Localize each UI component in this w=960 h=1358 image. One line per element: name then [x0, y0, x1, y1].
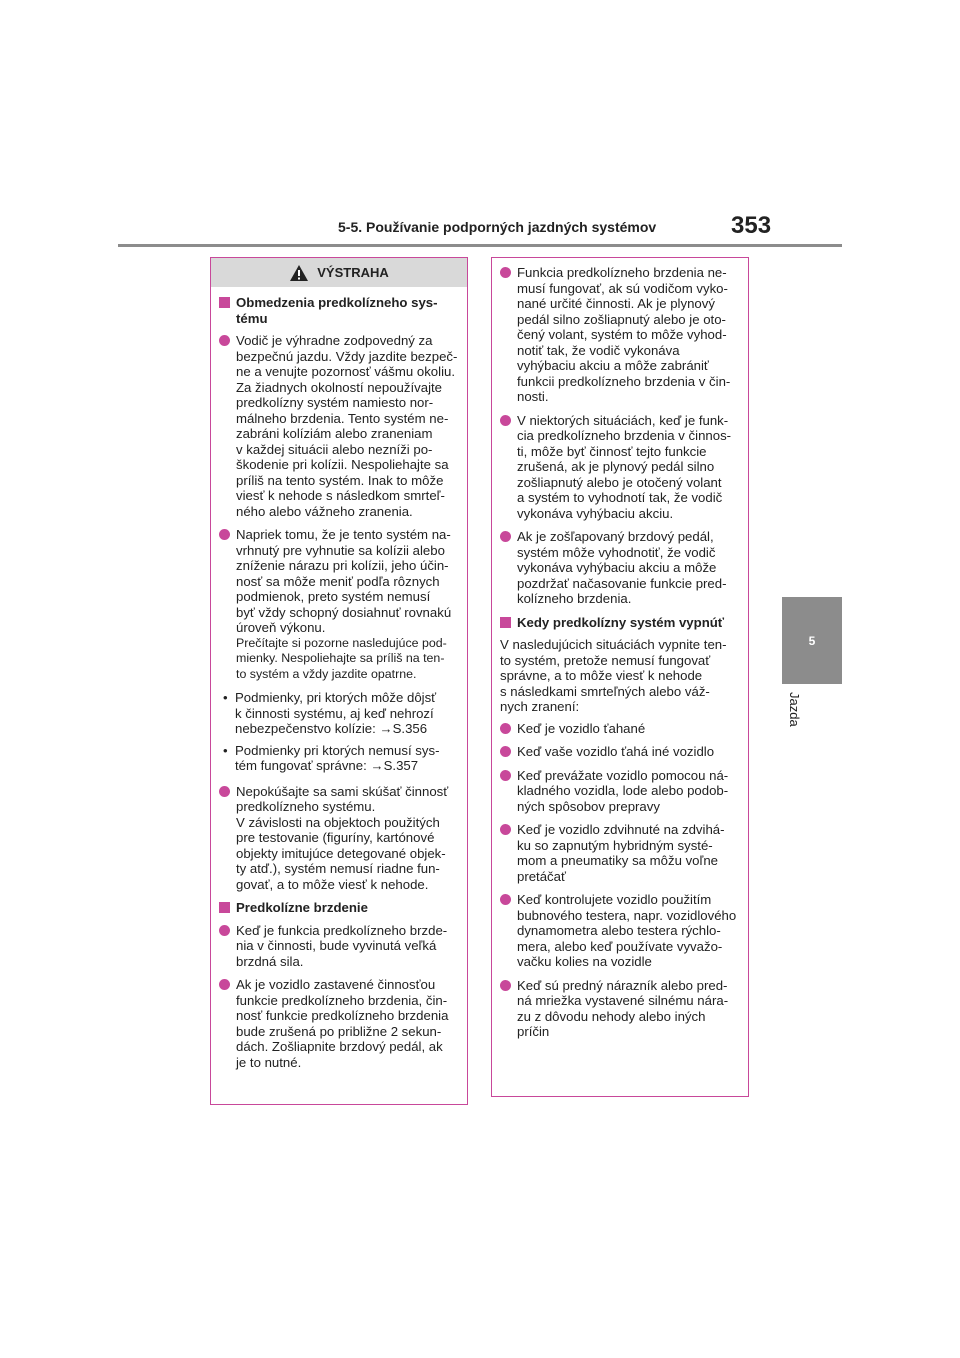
- text-line: ty atď.), systém nemusí riadne fun-: [236, 861, 440, 876]
- text-line: ného alebo vážneho zranenia.: [236, 503, 413, 519]
- text-line: ti, môže byť činnosť tejto funkcie: [517, 443, 707, 459]
- text-block: [235, 743, 459, 774]
- text-line: pedál silno zošliapnutý alebo je oto-: [517, 311, 726, 327]
- bullet-dot-icon: [219, 335, 230, 346]
- text-block: [517, 892, 740, 970]
- text-line: pozdržať načasovanie funkcie pred-: [517, 575, 727, 591]
- chapter-label: Jazda: [787, 692, 802, 727]
- text-line: príčin: [517, 1024, 550, 1039]
- text-block: [517, 721, 740, 737]
- text-line: viesť k nehode s následkom smrteľ-: [236, 488, 445, 503]
- text-line: systém môže vyhodnotiť, že vodič: [517, 544, 716, 560]
- text-line: čený volant, systém to môže vyhod-: [517, 327, 727, 342]
- text-block: [235, 690, 459, 737]
- text-line: Ak je vozidlo zastavené činnosťou: [236, 977, 436, 992]
- text-line: Nepokúšajte sa sami skúšať činnosť: [236, 783, 449, 799]
- text-block: [517, 529, 740, 607]
- heading-braking: [219, 900, 459, 916]
- text-line: Kedy predkolízny systém vypnúť: [517, 614, 725, 630]
- text-line: Obmedzenia predkolízneho sys-: [236, 295, 438, 310]
- bullet-dot-icon: [500, 267, 511, 278]
- text-line: Prečítajte si pozorne nasledujúce pod-: [236, 635, 447, 650]
- text-line: ne a venujte pozornosť vášmu okoliu.: [236, 364, 456, 379]
- text-line: Ak je zošľapovaný brzdový pedál,: [517, 529, 714, 544]
- text-line: objekty imitujúce detegované objek-: [236, 845, 446, 861]
- sub-bullet-icon: •: [223, 690, 228, 705]
- text-line: Keď kontrolujete vozidlo použitím: [517, 892, 712, 907]
- text-block: [236, 636, 459, 683]
- bullet-item: [500, 768, 740, 815]
- text-line: Keď je vozidlo ťahané: [517, 720, 646, 736]
- bullet-dot-icon: [219, 529, 230, 540]
- text-line: kladného vozidla, lode alebo podob-: [517, 783, 729, 798]
- bullet-item: [500, 892, 740, 970]
- text-line: škodenie pri kolízii. Nespoliehajte sa: [236, 457, 449, 472]
- text-line: bubnového testera, napr. vozidlového: [517, 907, 737, 923]
- bullet-item: [500, 265, 740, 405]
- text-line: govať, a to môže viesť k nehode.: [236, 876, 429, 892]
- bullet-dot-icon: [500, 531, 511, 542]
- bullet-dot-icon: [500, 824, 511, 835]
- text-line: mera, alebo keď používate vyvažo-: [517, 938, 723, 954]
- text-line: V závislosti na objektoch použitých: [236, 814, 440, 830]
- warning-header: [211, 258, 467, 287]
- text-block: [517, 265, 740, 405]
- text-line: to systém a vždy jazdite opatrne.: [236, 666, 417, 681]
- text-block: [517, 413, 740, 522]
- bullet-dot-icon: [500, 415, 511, 426]
- bullet-item: [219, 977, 459, 1070]
- text-line: Predkolízne brzdenie: [236, 900, 368, 915]
- bullet-dot-icon: [219, 786, 230, 797]
- text-line: v každej situácii alebo nezníži po-: [236, 441, 433, 457]
- bullet-item: [500, 529, 740, 607]
- text-line: pretáčať: [517, 868, 566, 884]
- text-line: nosti.: [517, 389, 549, 404]
- text-line: ných spôsobov prepravy: [517, 798, 660, 814]
- text-line: mienky. Nespoliehajte sa príliš na ten-: [236, 651, 445, 665]
- text-block: [236, 295, 459, 326]
- text-line: vrhnutý pre vyhnutie sa kolízii alebo: [236, 542, 445, 558]
- header-rule: [118, 244, 842, 247]
- text-line: je to nutné.: [236, 1054, 302, 1070]
- bullet-dot-icon: [500, 746, 511, 757]
- text-line: nosť funkcie predkolízneho brzdenia: [236, 1008, 449, 1023]
- page-number: 353: [731, 212, 772, 239]
- chapter-number: 5: [808, 633, 816, 648]
- text-line: to systém, pretože nemusí fungovať: [500, 652, 711, 668]
- text-line: zníženie nárazu pri kolízii, jeho účin-: [236, 558, 449, 573]
- text-block: [517, 768, 740, 815]
- text-line: k činnosti systému, aj keď nehrozí: [235, 705, 434, 721]
- square-bullet-icon: [219, 902, 230, 913]
- section-title: 5-5. Používanie podporných jazdných systémov: [338, 219, 657, 235]
- text-line: funkcii predkolízneho brzdenia v čin-: [517, 373, 731, 389]
- text-line: Vodič je výhradne zodpovedný za: [236, 333, 433, 348]
- text-line: nych zranení:: [500, 699, 580, 714]
- text-line: byť vždy schopný dosiahnuť rovnakú: [236, 604, 452, 620]
- continued-content: [492, 258, 748, 1040]
- text-line: Funkcia predkolízneho brzdenia ne-: [517, 265, 727, 280]
- square-bullet-icon: [500, 617, 511, 628]
- bullet-dot-icon: [219, 925, 230, 936]
- text-line: Keď vaše vozidlo ťahá iné vozidlo: [517, 744, 715, 759]
- text-line: s následkami smrteľných alebo váž-: [500, 683, 710, 699]
- bullet-dot-icon: [500, 723, 511, 734]
- text-line: vačku kolies na vozidle: [517, 954, 652, 969]
- text-line: málneho brzdenia. Tento systém ne-: [236, 410, 449, 426]
- text-line: kolízneho brzdenia.: [517, 591, 632, 606]
- warning-triangle-icon: [289, 264, 309, 282]
- text-block: [236, 977, 459, 1070]
- text-line: cia predkolízneho brzdenia v činnos-: [517, 428, 732, 443]
- bullet-dot-icon: [500, 894, 511, 905]
- text-line: Keď sú predný nárazník alebo pred-: [517, 977, 728, 993]
- text-line: dynamometra alebo testera rýchlo-: [517, 923, 721, 938]
- text-line: Podmienky, pri ktorých môže dôjsť: [235, 690, 437, 705]
- text-line: ku so zapnutým hybridným systé-: [517, 837, 713, 853]
- text-line: nia v činnosti, bude vyvinutá veľká: [236, 938, 437, 953]
- text-line: pre testovanie (figuríny, kartónové: [236, 830, 435, 845]
- text-line: tému: [236, 310, 268, 326]
- bullet-item: [219, 333, 459, 519]
- sub-item: [219, 690, 459, 737]
- text-block: [236, 923, 459, 970]
- sub-bullet-icon: •: [223, 742, 228, 758]
- text-line: Keď je vozidlo zdvihnuté na zdvihá-: [517, 822, 725, 837]
- text-line: predkolízneho systému.: [236, 799, 376, 814]
- square-bullet-icon: [219, 297, 230, 308]
- text-line: nané určité činnosti. Ak je plynový: [517, 296, 715, 311]
- text-line: Keď prevážate vozidlo pomocou ná-: [517, 767, 729, 783]
- text-line: Keď je funkcia predkolízneho brzde-: [236, 922, 448, 938]
- text-line: správne, a to môže viesť k nehode: [500, 668, 703, 683]
- text-block: [236, 527, 459, 636]
- bullet-item: [219, 527, 459, 682]
- text-line: V niektorých situáciách, keď je funk-: [517, 412, 729, 428]
- text-line: tém fungovať správne: →S.357: [235, 758, 419, 773]
- warning-title: VÝSTRAHA: [317, 265, 389, 280]
- text-line: predkolízny systém namiesto nor-: [236, 395, 434, 410]
- bullet-item: [219, 923, 459, 970]
- bullet-item: [500, 744, 740, 760]
- text-line: zrušená, ak je plynový pedál silno: [517, 459, 715, 474]
- text-line: brzdná sila.: [236, 953, 304, 969]
- text-block: [517, 822, 740, 884]
- text-block: [517, 615, 740, 631]
- text-block: [517, 744, 740, 760]
- text-block: [236, 333, 459, 519]
- chapter-tab: [782, 597, 842, 684]
- heading-limitations: [219, 295, 459, 326]
- text-line: zu z dôvodu nehody alebo iných: [517, 1008, 706, 1024]
- continued-box: [491, 257, 749, 1097]
- text-line: podmienok, preto systém nemusí: [236, 589, 431, 604]
- text-line: úroveň výkonu.: [236, 620, 326, 635]
- text-line: Napriek tomu, že je tento systém na-: [236, 527, 451, 542]
- bullet-item: [500, 978, 740, 1040]
- text-line: nebezpečenstvo kolízie: →S.356: [235, 721, 428, 736]
- bullet-dot-icon: [500, 770, 511, 781]
- text-line: V nasledujúcich situáciách vypnite ten-: [500, 637, 727, 652]
- text-block: [236, 900, 459, 916]
- text-line: a systém to vyhodnotí tak, že vodič: [517, 490, 723, 505]
- bullet-dot-icon: [500, 980, 511, 991]
- text-line: dách. Zošliapnite brzdový pedál, ak: [236, 1039, 443, 1054]
- text-line: vykonáva vyhýbaciu akciu.: [517, 505, 674, 521]
- sub-item: [219, 743, 459, 774]
- bullet-item: [219, 784, 459, 893]
- text-line: musí fungovať, ak sú vodičom vyko-: [517, 280, 728, 296]
- bullet-dot-icon: [219, 979, 230, 990]
- text-line: zošliapnutý alebo je otočený volant: [517, 474, 722, 490]
- bullet-item: [500, 413, 740, 522]
- text-line: bude zrušená po približne 2 sekun-: [236, 1023, 442, 1039]
- text-line: mom a pneumatiky sa môžu voľne: [517, 853, 719, 868]
- text-line: notiť tak, že vodič vykonáva: [517, 342, 680, 358]
- text-line: príliš na tento systém. Inak to môže: [236, 472, 444, 488]
- text-line: nosť sa môže meniť podľa rôznych: [236, 573, 440, 589]
- warning-content: [211, 287, 467, 1070]
- text-block: [517, 978, 740, 1040]
- text-line: ná mriežka vystavené silnému nára-: [517, 993, 729, 1008]
- bullet-item: [500, 822, 740, 884]
- text-line: zabráni kolíziám alebo zraneniam: [236, 426, 433, 441]
- text-line: funkcie predkolízneho brzdenia, čin-: [236, 992, 448, 1008]
- text-line: Za žiadnych okolností nepoužívajte: [236, 379, 442, 395]
- intro-paragraph: [500, 637, 740, 715]
- heading-disable: [500, 615, 740, 631]
- text-line: bezpečnú jazdu. Vždy jazdite bezpeč-: [236, 348, 458, 364]
- text-line: Podmienky pri ktorých nemusí sys-: [235, 742, 440, 758]
- text-block: [500, 637, 740, 715]
- warning-box: [210, 257, 468, 1105]
- bullet-item: [500, 721, 740, 737]
- text-line: vykonáva vyhýbaciu akciu a môže: [517, 560, 717, 575]
- text-line: vyhýbaciu akciu a môže zabrániť: [517, 358, 709, 373]
- text-block: [236, 784, 459, 893]
